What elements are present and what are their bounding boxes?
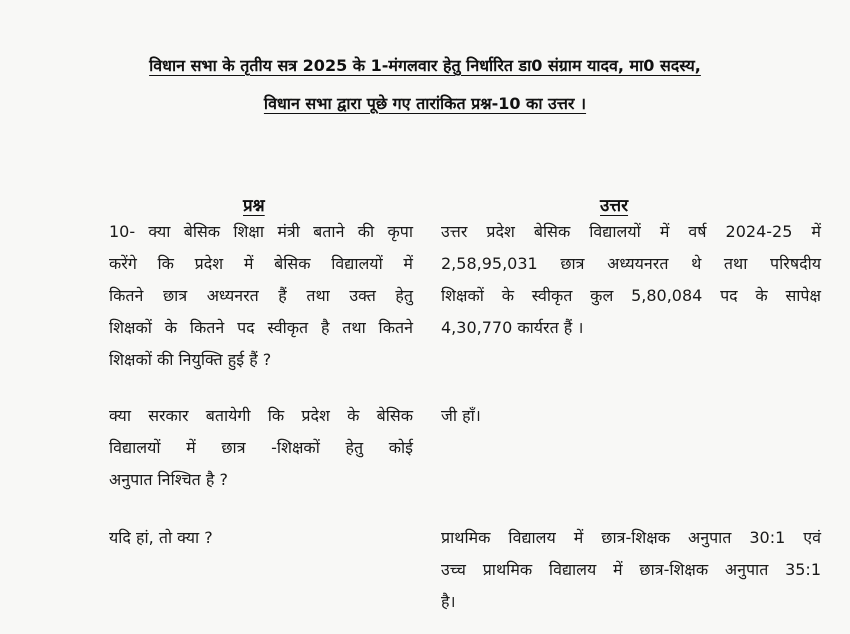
question-2 <box>109 400 413 496</box>
answer-1-line: उत्तर प्रदेश बेसिक विद्यालयों में वर्ष 2024-25 में <box>441 222 821 241</box>
answer-1-line: शिक्षकों के स्वीकृत कुल 5,80,084 पद के सापेक्ष <box>441 286 821 305</box>
question-column-heading: प्रश्न <box>243 196 265 216</box>
answer-2-line: जी हाँ। <box>441 406 481 425</box>
question-1 <box>109 216 413 376</box>
answer-column-heading: उत्तर <box>600 196 629 216</box>
question-2-line: अनुपात निश्चित है ? <box>109 470 228 489</box>
question-1-line: कितने छात्र अध्यनरत हैं तथा उक्त हेतु <box>109 286 413 305</box>
question-3 <box>109 522 413 554</box>
answer-1-line: 4,30,770 कार्यरत हैं । <box>441 318 584 337</box>
question-1-line: 10- क्या बेसिक शिक्षा मंत्री बताने की कृपा <box>109 222 413 241</box>
question-1-line: शिक्षकों के कितने पद स्वीकृत है तथा कितने <box>109 318 413 337</box>
question-3-line: यदि हां, तो क्या ? <box>109 528 213 547</box>
answer-3 <box>441 522 821 618</box>
question-2-line: विद्यालयों में छात्र -शिक्षकों हेतु कोई <box>109 438 413 457</box>
answer-1 <box>441 216 821 344</box>
answer-3-line: प्राथमिक विद्यालय में छात्र-शिक्षक अनुपात 30:1 एवं <box>441 528 821 547</box>
question-1-line: करेंगे कि प्रदेश में बेसिक विद्यालयों में <box>109 254 413 273</box>
question-2-line: क्या सरकार बतायेगी कि प्रदेश के बेसिक <box>109 406 413 425</box>
answer-2 <box>441 400 821 432</box>
answer-3-line: है। <box>441 592 456 611</box>
question-1-line: शिक्षकों की नियुक्ति हुई हैं ? <box>109 350 272 369</box>
document-title-line-2: विधान सभा द्वारा पूछे गए तारांकित प्रश्न-10 का उत्तर । <box>263 94 587 113</box>
document-title-line-1: विधान सभा के तृतीय सत्र 2025 के 1-मंगलवार हेतु निर्धारित डा0 संग्राम यादव, मा0 सदस्य, <box>149 56 701 75</box>
answer-3-line: उच्च प्राथमिक विद्यालय में छात्र-शिक्षक अनुपात 35:1 <box>441 560 821 579</box>
answer-1-line: 2,58,95,031 छात्र अध्ययनरत थे तथा परिषदीय <box>441 254 821 273</box>
